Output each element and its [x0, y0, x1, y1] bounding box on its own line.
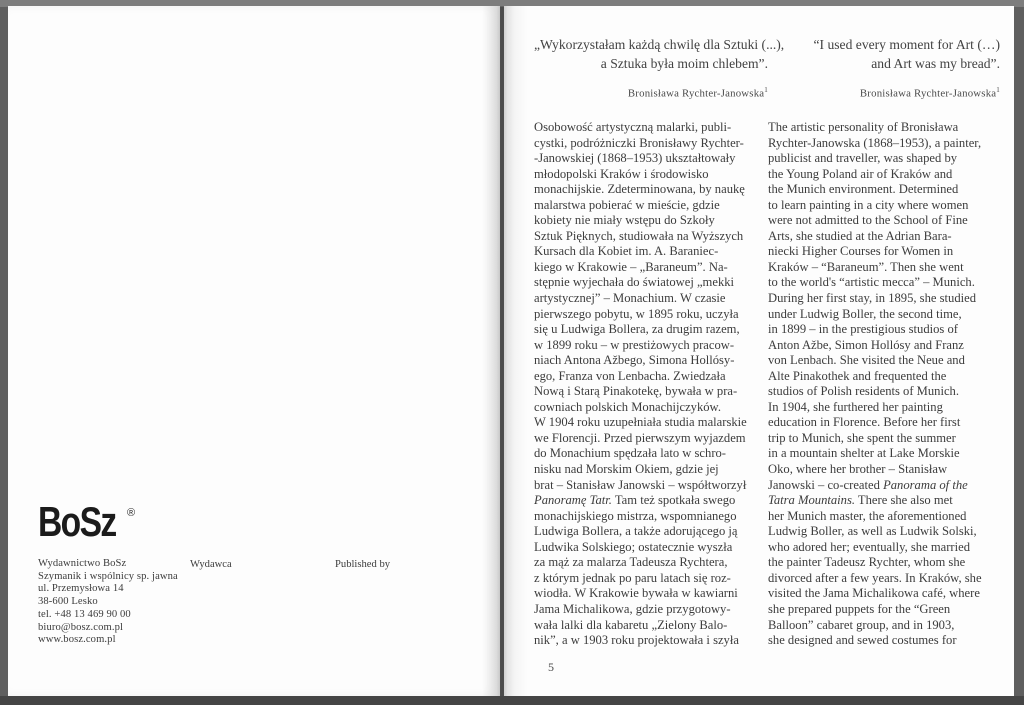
text-line: who adored her; eventually, she married [768, 539, 971, 554]
text-line: www.bosz.com.pl [38, 634, 116, 646]
text-line: tel. +48 13 469 90 00 [38, 608, 131, 620]
text-line: „Wykorzystałam każdą chwilę dla Sztuki (...), [534, 37, 785, 52]
text-line: nisku nad Morskim Okiem, gdzie jej [534, 462, 719, 477]
publisher-logo [38, 498, 136, 545]
text-line: In 1904, she furthered her painting [768, 399, 943, 414]
publisher-label-english: Published by [335, 559, 391, 570]
publisher-address-block [38, 558, 178, 647]
text-line: do Monachium spędzała lato w schro- [534, 446, 726, 461]
text-line: pierwszego pobytu, w 1895 roku, uczyła [534, 306, 739, 321]
text-line: monachijskie. Zdeterminowana, by naukę [534, 182, 745, 197]
text-line: 38-600 Lesko [38, 596, 98, 608]
registered-trademark-icon: ® [127, 507, 136, 519]
text-line: biuro@bosz.com.pl [38, 621, 124, 633]
footnote-marker: 1 [764, 86, 768, 94]
background-frame-edge [0, 696, 1024, 705]
text-line: under Ludwig Boller, the second time, [768, 306, 962, 321]
text-line: publicist and traveller, was shaped by [768, 151, 958, 166]
text-line: were not admitted to the School of Fine [768, 213, 968, 228]
text-line: to the world's “artistic mecca” – Munich. [768, 275, 975, 290]
text-line: w 1899 roku – w prestiżowych pracow- [534, 337, 735, 352]
text-line: wała lalki dla kabaretu „Zielony Balo- [534, 617, 728, 632]
text-line: she prepared puppets for the “Green [768, 601, 951, 616]
text-line: kiego w Krakowie – „Baraneum”. Na- [534, 259, 728, 274]
text-line: During her first stay, in 1895, she studied [768, 291, 976, 306]
text-line: Janowski – co-created Panorama of the [768, 477, 968, 492]
text-line: -Janowskiej (1868–1953) ukształtowały [534, 151, 736, 166]
text-line: she designed and sewed costumes for [768, 633, 957, 648]
text-line: Anton Ažbe, Simon Hollósy and Franz [768, 337, 964, 352]
text-line: Alte Pinakothek and frequented the [768, 368, 947, 383]
text-line: Jama Michalikowa, gdzie przygotowy- [534, 601, 731, 616]
text-line: W 1904 roku uzupełniała studia malarskie [534, 415, 747, 430]
attribution-name: Bronisława Rychter-Janowska [859, 87, 997, 100]
text-line: in 1899 – in the prestigious studios of [768, 322, 958, 337]
epigraph-quote-english [768, 36, 1000, 73]
text-line: the Young Poland air of Kraków and [768, 166, 953, 181]
text-line: cystki, podróżniczki Bronisławy Rychter- [534, 135, 744, 150]
body-column-polish [534, 120, 770, 649]
text-line: nik”, a w 1903 roku projektowała i szyła [534, 633, 739, 648]
text-line: wiodła. W Krakowie bywała w kawiarni [534, 586, 738, 601]
page-number: 5 [548, 660, 554, 674]
text-line: we Florencji. Przed pierwszym wyjazdem [534, 430, 746, 445]
text-line: artystycznej” – Monachium. W czasie [534, 291, 726, 306]
text-line: niecki Higher Courses for Women in [768, 244, 954, 259]
text-line: and Art was my bread”. [871, 55, 1000, 71]
bosz-logo-text: BoSz [38, 498, 116, 545]
text-line: education in Florence. Before her first [768, 415, 961, 430]
text-line: Oko, where her brother – Stanisław [768, 462, 948, 477]
text-line: kobiety nie miały wstępu do Szkoły [534, 213, 715, 228]
text-line: studios of Polish residents of Munich. [768, 384, 960, 399]
text-line: in a mountain shelter at Lake Morskie [768, 446, 960, 461]
text-line: cowniach polskich Monachijczyków. [534, 399, 721, 414]
text-line: Ludwiga Bollera, a także adorującego ją [534, 524, 738, 539]
left-page [8, 6, 500, 696]
text-line: się u Ludwiga Bollera, za drugim razem, [534, 322, 740, 337]
text-line: Rychter-Janowska (1868–1953), a painter, [768, 135, 982, 150]
text-line: visited the Jama Michalikowa café, where [768, 586, 980, 601]
text-line: Nową i Starą Pinakotekę, bywała w pra- [534, 384, 738, 399]
text-line: niach Antona Ažbego, Simona Hollósy- [534, 353, 735, 368]
text-line: Ludwika Solskiego; ostatecznie wyszła [534, 539, 733, 554]
text-line: stępnie wyjechała do światowej „mekki [534, 275, 735, 290]
body-column-english [768, 120, 1004, 649]
attribution-name: Bronisława Rychter-Janowska [627, 87, 765, 100]
text-line: monachijskiego mistrza, wspomnianego [534, 508, 737, 523]
text-line: Wydawnictwo BoSz [38, 558, 127, 569]
quote-attribution-english [768, 86, 1000, 100]
text-line: the Munich environment. Determined [768, 182, 959, 197]
text-line: brat – Stanisław Janowski – współtworzył [534, 477, 747, 492]
quote-attribution-polish [534, 86, 768, 100]
text-line: Ludwig Boller, as well as Ludwik Solski, [768, 524, 977, 539]
text-line: ul. Przemysłowa 14 [38, 583, 124, 595]
text-line: trip to Munich, she spent the summer [768, 430, 956, 445]
text-line: to learn painting in a city where women [768, 197, 969, 212]
text-line: divorced after a few years. In Kraków, she [768, 570, 982, 585]
text-line: Szymanik i wspólnicy sp. jawna [38, 570, 178, 582]
text-line: von Lenbach. She visited the Neue and [768, 353, 965, 368]
text-line: Sztuk Pięknych, studiowała na Wyższych [534, 228, 744, 243]
text-line: młodopolski Kraków i środowisko [534, 166, 709, 181]
text-line: Balloon” cabaret group, and in 1903, [768, 617, 955, 632]
text-line: the painter Tadeusz Rychter, whom she [768, 555, 966, 570]
text-line: Panoramę Tatr. Tam też spotkała swego [534, 493, 736, 508]
text-line: ego, Franza von Lenbacha. Zwiedzała [534, 368, 726, 383]
right-page [504, 6, 1014, 696]
text-line: The artistic personality of Bronisława [768, 120, 959, 134]
text-line: Kursach dla Kobiet im. A. Baraniec- [534, 244, 719, 259]
text-line: “I used every moment for Art (…) [813, 37, 1000, 52]
text-line: malarstwa pobierać w mieście, gdzie [534, 197, 720, 212]
text-line: Kraków – “Baraneum”. Then she went [768, 259, 964, 274]
text-line: Tatra Mountains. There she also met [768, 493, 953, 508]
text-line: Osobowość artystyczną malarki, publi- [534, 120, 732, 134]
publisher-label-polish: Wydawca [190, 559, 232, 570]
text-line: Arts, she studied at the Adrian Bara- [768, 228, 952, 243]
footnote-marker: 1 [996, 86, 1000, 94]
text-line: z którym jednak po paru latach się roz- [534, 570, 731, 585]
text-line: za mąż za malarza Tadeusza Rychtera, [534, 555, 728, 570]
epigraph-quote-polish [534, 36, 785, 73]
text-line: a Sztuka była moim chlebem”. [600, 55, 768, 71]
text-line: her Munich master, the aforementioned [768, 508, 967, 523]
